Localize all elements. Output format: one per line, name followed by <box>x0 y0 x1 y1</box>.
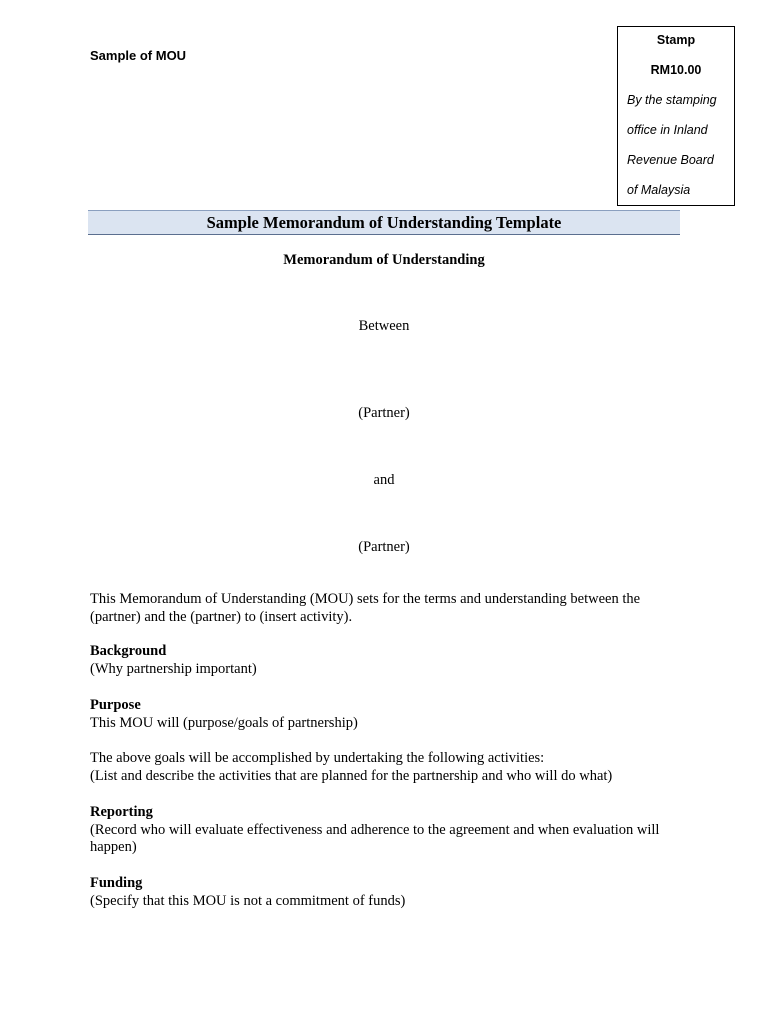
stamp-box <box>617 26 735 206</box>
section-funding <box>90 875 680 910</box>
section-heading: Reporting <box>90 804 153 820</box>
section-body: (Why partnership important) <box>90 660 257 677</box>
between-text: Between <box>358 318 410 334</box>
document-label: Sample of MOU <box>90 48 187 63</box>
stamp-note-line: By the stamping <box>627 93 717 107</box>
stamp-title: Stamp <box>656 33 696 47</box>
stamp-note-line: Revenue Board <box>627 153 714 167</box>
activities-line: The above goals will be accomplished by undertaking the following activities: <box>90 750 545 766</box>
document-title: Sample Memorandum of Understanding Template <box>88 210 680 235</box>
section-activities <box>90 750 680 785</box>
and-text: and <box>373 472 395 488</box>
intro-paragraph: This Memorandum of Understanding (MOU) sets for the terms and understanding between the (partner) and the (partner) to (insert activity). <box>90 591 641 625</box>
section-body: (Record who will evaluate effectiveness and adherence to the agreement and when evaluation will happen) <box>90 821 660 855</box>
stamp-note-line: office in Inland <box>627 123 708 137</box>
section-heading: Funding <box>90 875 143 891</box>
section-purpose <box>90 697 680 732</box>
section-reporting <box>90 804 680 857</box>
section-background <box>90 643 680 678</box>
section-body: (Specify that this MOU is not a commitment of funds) <box>90 892 406 909</box>
partner-placeholder-1: (Partner) <box>358 405 410 421</box>
stamp-amount: RM10.00 <box>650 63 702 77</box>
partner-placeholder-2: (Partner) <box>358 539 410 555</box>
section-heading: Background <box>90 643 167 659</box>
activities-line: (List and describe the activities that are planned for the partnership and who will do what) <box>90 767 613 784</box>
section-body: This MOU will (purpose/goals of partnership) <box>90 714 358 731</box>
document-subtitle: Memorandum of Understanding <box>283 252 485 268</box>
section-heading: Purpose <box>90 697 141 713</box>
stamp-note-line: of Malaysia <box>627 183 691 197</box>
